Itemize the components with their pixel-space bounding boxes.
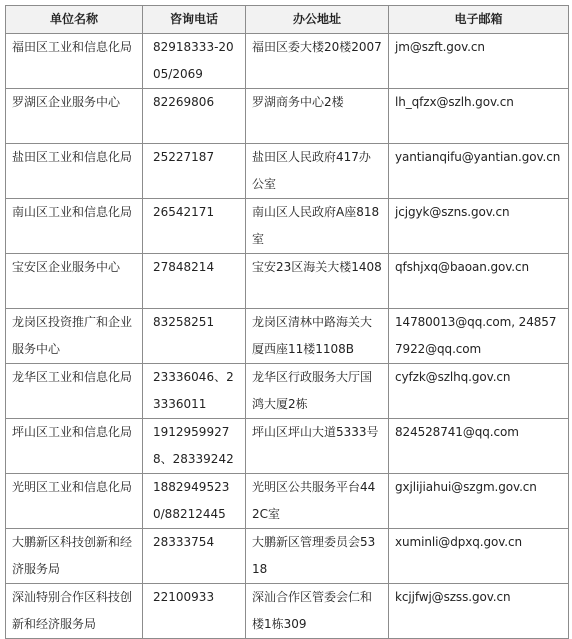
address-cell: 宝安23区海关大楼1408 xyxy=(246,254,389,309)
email-cell: gxjlijiahui@szgm.gov.cn xyxy=(389,474,569,529)
unit-name-cell: 坪山区工业和信息化局 xyxy=(6,419,143,474)
header-email: 电子邮箱 xyxy=(389,6,569,34)
table-row xyxy=(6,254,569,309)
address-cell: 南山区人民政府A座818室 xyxy=(246,199,389,254)
email-cell: jcjgyk@szns.gov.cn xyxy=(389,199,569,254)
header-row xyxy=(6,6,569,34)
unit-name-cell: 福田区工业和信息化局 xyxy=(6,34,143,89)
table-row xyxy=(6,34,569,89)
unit-name-cell: 盐田区工业和信息化局 xyxy=(6,144,143,199)
phone-cell: 27848214 xyxy=(143,254,246,309)
table-row xyxy=(6,584,569,639)
unit-name-cell: 龙华区工业和信息化局 xyxy=(6,364,143,419)
email-cell: xuminli@dpxq.gov.cn xyxy=(389,529,569,584)
table-row xyxy=(6,144,569,199)
unit-name-cell: 大鹏新区科技创新和经济服务局 xyxy=(6,529,143,584)
email-cell: lh_qfzx@szlh.gov.cn xyxy=(389,89,569,144)
phone-cell: 82918333-2005/2069 xyxy=(143,34,246,89)
email-cell: kcjjfwj@szss.gov.cn xyxy=(389,584,569,639)
address-cell: 龙华区行政服务大厅国鸿大厦2栋 xyxy=(246,364,389,419)
address-cell: 坪山区坪山大道5333号 xyxy=(246,419,389,474)
table-row xyxy=(6,364,569,419)
table-row xyxy=(6,309,569,364)
phone-cell: 25227187 xyxy=(143,144,246,199)
address-cell: 福田区委大楼20楼2007 xyxy=(246,34,389,89)
address-cell: 罗湖商务中心2楼 xyxy=(246,89,389,144)
phone-cell: 26542171 xyxy=(143,199,246,254)
table-row xyxy=(6,529,569,584)
phone-cell: 22100933 xyxy=(143,584,246,639)
email-cell: qfshjxq@baoan.gov.cn xyxy=(389,254,569,309)
email-cell: jm@szft.gov.cn xyxy=(389,34,569,89)
email-cell: cyfzk@szlhq.gov.cn xyxy=(389,364,569,419)
table-row xyxy=(6,199,569,254)
email-cell: yantianqifu@yantian.gov.cn xyxy=(389,144,569,199)
header-unit-name: 单位名称 xyxy=(6,6,143,34)
address-cell: 大鹏新区管理委员会5318 xyxy=(246,529,389,584)
phone-cell: 82269806 xyxy=(143,89,246,144)
unit-name-cell: 深汕特别合作区科技创新和经济服务局 xyxy=(6,584,143,639)
unit-name-cell: 南山区工业和信息化局 xyxy=(6,199,143,254)
unit-name-cell: 光明区工业和信息化局 xyxy=(6,474,143,529)
table-row xyxy=(6,474,569,529)
contact-table xyxy=(5,5,569,639)
unit-name-cell: 宝安区企业服务中心 xyxy=(6,254,143,309)
phone-cell: 23336046、23336011 xyxy=(143,364,246,419)
table-row xyxy=(6,419,569,474)
email-cell: 824528741@qq.com xyxy=(389,419,569,474)
unit-name-cell: 龙岗区投资推广和企业服务中心 xyxy=(6,309,143,364)
header-address: 办公地址 xyxy=(246,6,389,34)
phone-cell: 83258251 xyxy=(143,309,246,364)
unit-name-cell: 罗湖区企业服务中心 xyxy=(6,89,143,144)
address-cell: 深汕合作区管委会仁和楼1栋309 xyxy=(246,584,389,639)
address-cell: 光明区公共服务平台442C室 xyxy=(246,474,389,529)
phone-cell: 19129599278、28339242 xyxy=(143,419,246,474)
phone-cell: 18829495230/88212445 xyxy=(143,474,246,529)
table-row xyxy=(6,89,569,144)
address-cell: 龙岗区清林中路海关大厦西座11楼1108B xyxy=(246,309,389,364)
phone-cell: 28333754 xyxy=(143,529,246,584)
email-cell: 14780013@qq.com, 248577922@qq.com xyxy=(389,309,569,364)
header-phone: 咨询电话 xyxy=(143,6,246,34)
address-cell: 盐田区人民政府417办公室 xyxy=(246,144,389,199)
